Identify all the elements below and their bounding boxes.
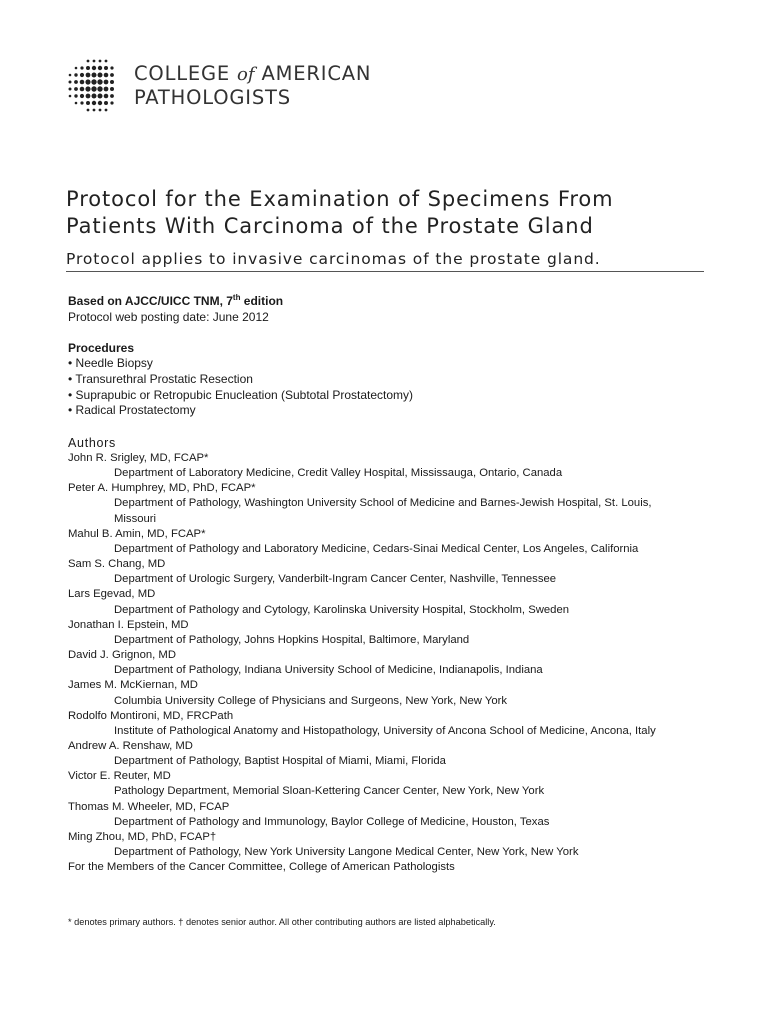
author-name: Thomas M. Wheeler, MD, FCAP [68,800,230,813]
author-name: Jonathan I. Epstein, MD [68,618,189,631]
author-name: Ming Zhou, MD, PhD, FCAP† [68,830,217,843]
document-subtitle: Protocol applies to invasive carcinomas of the prostate gland. [66,250,601,268]
dot-grid-icon [66,58,126,114]
author-affiliation: Department of Pathology and Laboratory Medicine, Cedars-Sinai Medical Center, Los Angeles, California [114,542,639,555]
author-footnote: * denotes primary authors. † denotes senior author. All other contributing authors are listed alphabetically. [68,917,496,927]
author-affiliation: Department of Laboratory Medicine, Credit Valley Hospital, Mississauga, Ontario, Canada [114,467,563,480]
author-name: Victor E. Reuter, MD [68,770,171,783]
logo-line-1: COLLEGE of AMERICAN [134,62,372,85]
authors-section [68,436,718,875]
author-name: John R. Srigley, MD, FCAP* [68,452,209,464]
title-divider [66,271,704,272]
author-affiliation: Columbia University College of Physicians and Surgeons, New York, New York [114,694,508,707]
logo-wordmark [134,62,371,109]
author-affiliation: Department of Urologic Surgery, Vanderbilt-Ingram Cancer Center, Nashville, Tennessee [114,573,557,586]
authors-heading: Authors [68,436,116,450]
author-affiliation: Department of Pathology, Baptist Hospital of Miami, Miami, Florida [114,755,446,768]
author-name: David J. Grignon, MD [68,649,176,662]
committee-statement: For the Members of the Cancer Committee, College of American Pathologists [68,861,455,874]
author-name: James M. McKiernan, MD [68,679,198,692]
logo-line-2: PATHOLOGISTS [134,86,291,109]
document-title: Protocol for the Examination of Specimens From Patients With Carcinoma of the Prostate Gland [66,187,614,238]
author-affiliation: Department of Pathology, Johns Hopkins Hospital, Baltimore, Maryland [114,633,470,646]
procedure-item: • Suprapubic or Retropubic Enucleation (Subtotal Prostatectomy) [68,387,414,402]
author-name: Andrew A. Renshaw, MD [68,739,193,752]
author-name: Mahul B. Amin, MD, FCAP* [68,527,206,540]
procedure-item: • Needle Biopsy [68,356,153,370]
author-affiliation: Department of Pathology, Washington University School of Medicine and Barnes-Jewish Hospital, St. Louis, Missouri [114,497,652,525]
author-name: Rodolfo Montironi, MD, FRCPath [68,709,234,722]
procedure-item: • Transurethral Prostatic Resection [68,371,253,386]
author-name: Lars Egevad, MD [68,588,156,601]
procedures-list [68,356,413,419]
cap-logo [66,58,396,118]
posting-date: Protocol web posting date: June 2012 [68,310,269,324]
author-affiliation: Department of Pathology and Immunology, Baylor College of Medicine, Houston, Texas [114,815,550,828]
author-affiliation: Department of Pathology, Indiana University School of Medicine, Indianapolis, Indiana [114,664,543,677]
procedures-heading: Procedures [68,341,135,355]
author-affiliation: Institute of Pathological Anatomy and Histopathology, University of Ancona School of Medicine, Ancona, Italy [114,724,656,737]
ajcc-edition: Based on AJCC/UICC TNM, 7th edition [68,293,284,308]
procedure-item: • Radical Prostatectomy [68,403,196,418]
procedures-section [68,341,413,419]
author-affiliation: Department of Pathology, New York University Langone Medical Center, New York, New York [114,846,579,859]
author-name: Peter A. Humphrey, MD, PhD, FCAP* [68,482,256,495]
author-affiliation: Pathology Department, Memorial Sloan-Kettering Cancer Center, New York, New York [114,785,545,798]
author-affiliation: Department of Pathology and Cytology, Karolinska University Hospital, Stockholm, Sweden [114,603,570,616]
author-name: Sam S. Chang, MD [68,558,166,571]
